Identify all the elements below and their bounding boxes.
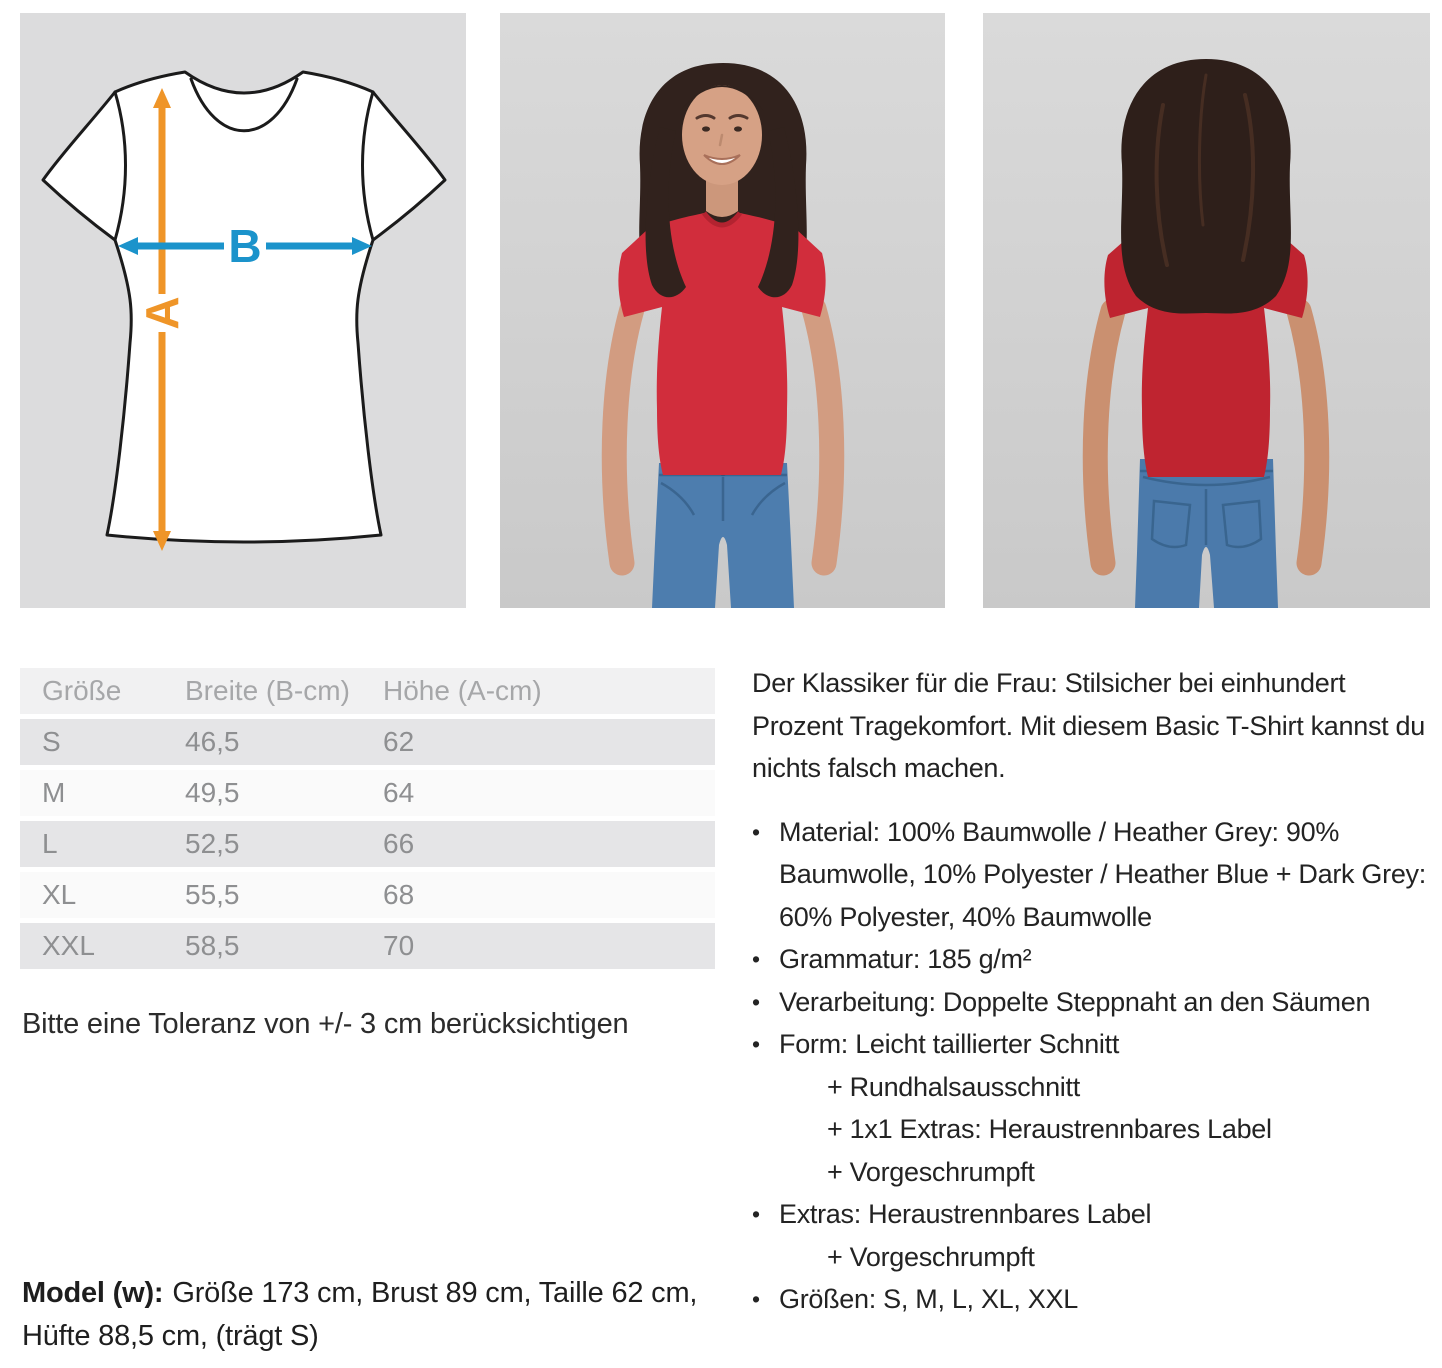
- bullet-text: Grammatur: 185 g/m²: [779, 944, 1032, 974]
- bullet-item: [752, 1193, 1442, 1278]
- model-front-photo: [500, 13, 945, 608]
- bullet-item: [752, 811, 1442, 939]
- cell-size: M: [42, 777, 66, 808]
- table-row: [20, 821, 715, 867]
- bullet-dot: •: [752, 988, 760, 1015]
- bullet-item: [752, 981, 1442, 1024]
- bullet-text: Form: Leicht taillierter Schnitt + Rundhalsausschnitt + 1x1 Extras: Heraustrennbares Label + Vorgeschrumpft: [779, 1023, 1442, 1193]
- bullet-dot: •: [752, 1286, 760, 1312]
- label-b: B: [228, 220, 262, 272]
- hair: [1121, 59, 1291, 313]
- size-table-body: [20, 719, 715, 969]
- column-header-size: Größe: [42, 675, 122, 706]
- bullet-text: Extras: Heraustrennbares Label + Vorgeschrumpft: [779, 1193, 1442, 1278]
- column-header-width: Breite (B-cm): [185, 675, 350, 706]
- bullet-subline: + Vorgeschrumpft: [827, 1156, 1035, 1187]
- cell-size: XL: [42, 879, 77, 910]
- cell-width: 55,5: [185, 879, 240, 910]
- description-intro: Der Klassiker für die Frau: Stilsicher bei einhundert Prozent Tragekomfort. Mit diesem Basic T-Shirt kannst du nichts falsch machen.: [752, 668, 1425, 783]
- tolerance-note: Bitte eine Toleranz von +/- 3 cm berücksichtigen: [22, 1008, 629, 1040]
- label-a: A: [136, 296, 188, 330]
- bullet-dot: •: [752, 1031, 760, 1057]
- bullet-dot: •: [752, 818, 760, 845]
- cell-width: 49,5: [185, 777, 240, 808]
- column-header-height: Höhe (A-cm): [383, 675, 542, 706]
- cell-width: 52,5: [185, 828, 240, 859]
- cell-width: 58,5: [185, 930, 240, 961]
- cell-height: 66: [383, 828, 415, 859]
- table-row: [20, 872, 715, 918]
- bullet-item: [752, 938, 1442, 981]
- table-row: [20, 923, 715, 969]
- model-details: Größe 173 cm, Brust 89 cm, Taille 62 cm, Hüfte 88,5 cm, (trägt S): [22, 1277, 698, 1352]
- model-measurements: [22, 1272, 762, 1358]
- bullet-subline: + 1x1 Extras: Heraustrennbares Label: [827, 1114, 1272, 1144]
- size-table-header-row: [20, 668, 715, 714]
- cell-height: 68: [383, 879, 415, 910]
- cell-height: 70: [383, 930, 415, 961]
- bullet-text: Größen: S, M, L, XL, XXL: [779, 1284, 1078, 1314]
- cell-width: 46,5: [185, 726, 240, 757]
- bullet-text: Material: 100% Baumwolle / Heather Grey: 90% Baumwolle, 10% Polyester / Heather Blue + Dark Grey: 60% Polyester, 40% Baumwolle: [779, 816, 1426, 932]
- cell-size: L: [42, 828, 58, 859]
- bullet-dot: •: [752, 946, 760, 972]
- size-table: [20, 668, 715, 974]
- table-row: [20, 770, 715, 816]
- bullet-text: Verarbeitung: Doppelte Steppnaht an den Säumen: [779, 986, 1371, 1017]
- cell-size: S: [42, 726, 61, 757]
- model-front-illustration: [500, 13, 945, 608]
- table-row: [20, 719, 715, 765]
- cell-height: 62: [383, 726, 415, 757]
- size-diagram-panel: [20, 13, 466, 608]
- cell-size: XXL: [42, 930, 95, 961]
- tshirt-outline-icon: [43, 72, 445, 542]
- bullet-item: [752, 1023, 1442, 1193]
- tshirt-measure-diagram: [20, 13, 466, 608]
- bullet-subline: + Vorgeschrumpft: [827, 1241, 1035, 1272]
- model-back-photo: [983, 13, 1430, 608]
- model-label: Model (w):: [22, 1277, 164, 1309]
- bullet-dot: •: [752, 1201, 760, 1227]
- product-description: [752, 662, 1442, 1321]
- bullet-item: [752, 1278, 1442, 1321]
- cell-height: 64: [383, 777, 415, 808]
- bullet-subline: + Rundhalsausschnitt: [827, 1071, 1080, 1102]
- feature-list: [752, 811, 1442, 1321]
- model-back-illustration: [983, 13, 1430, 608]
